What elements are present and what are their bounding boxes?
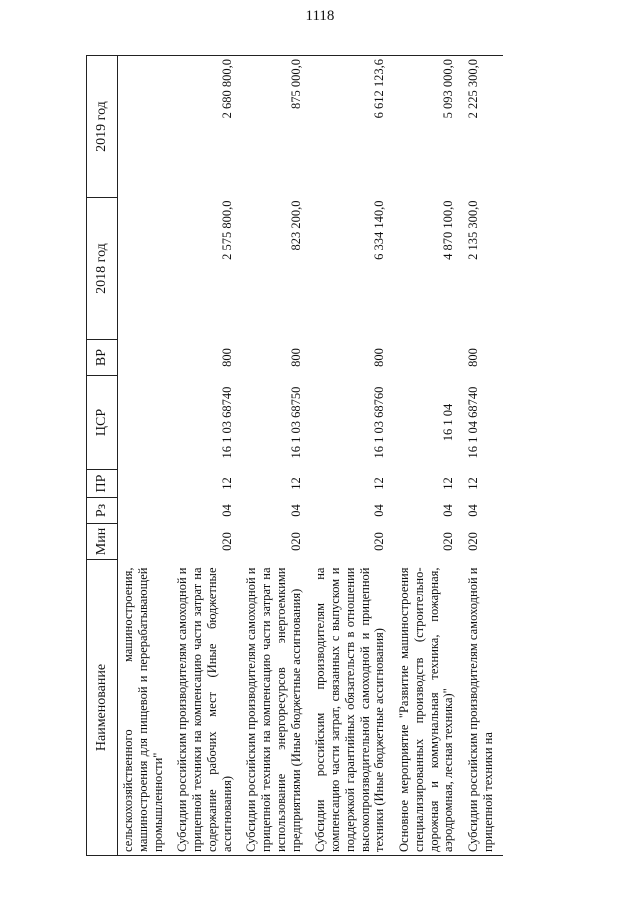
row-rz: 04	[372, 504, 387, 517]
table-row	[310, 56, 394, 856]
row-min: 020	[441, 532, 456, 551]
row-2019: 2 680 800,0	[172, 56, 241, 198]
row-min: 020	[288, 532, 303, 551]
header-csr: ЦСР	[87, 376, 118, 470]
row-2018: 823 200,0	[288, 200, 303, 251]
row-vr: 800	[219, 348, 234, 367]
row-2018: 6 334 140,0	[372, 200, 387, 260]
row-csr: 16 1 04 68740	[466, 386, 480, 459]
row-min	[118, 524, 173, 560]
row-2018: 2 135 300,0	[466, 200, 480, 260]
row-name: Субсидии российским производителям самоходной и прицепной техники на компенсацию части затрат на использование энергоресурсов энергоемкими предприятиями (Иные бюджетные ассигнования)	[241, 560, 310, 856]
row-csr: 16 1 04	[441, 403, 456, 442]
row-vr	[394, 340, 463, 376]
table-row	[241, 56, 310, 856]
row-vr: 800	[288, 348, 303, 367]
header-2018: 2018 год	[87, 198, 118, 340]
row-rz: 04	[288, 504, 303, 517]
table-row	[394, 56, 463, 856]
header-2019: 2019 год	[87, 56, 118, 198]
row-name: Субсидии российским производителям самоходной и прицепной техники на	[463, 560, 503, 856]
row-pr: 12	[219, 477, 234, 490]
row-pr: 12	[441, 477, 456, 490]
table-body	[118, 56, 503, 856]
header-name: Наименование	[87, 560, 118, 856]
row-pr	[118, 470, 173, 498]
row-vr	[118, 340, 173, 376]
budget-table	[86, 55, 503, 856]
row-rz: 04	[219, 504, 234, 517]
row-min: 020	[372, 532, 387, 551]
row-name: сельскохозяйственного машиностроения, машиностроения для пищевой и перерабатывающей промышленности"	[118, 560, 173, 856]
row-rz: 04	[441, 504, 456, 517]
row-pr: 12	[466, 477, 480, 490]
row-rz	[118, 498, 173, 524]
table-row	[463, 56, 503, 856]
header-pr: ПР	[87, 470, 118, 498]
row-name: Основное мероприятие "Развитие машиностроения специализированных производств (строительно-дорожная и коммунальная техника, пожарная, аэродромная, лесная техника)"	[394, 560, 463, 856]
header-min: Мин	[87, 524, 118, 560]
row-csr: 16 1 03 68740	[219, 386, 234, 459]
row-rz: 04	[466, 504, 480, 517]
row-min: 020	[219, 532, 234, 551]
row-name: Субсидии российским производителям самоходной и прицепной техники на компенсацию части затрат на содержание рабочих мест (Иные бюджетные ассигнования)	[172, 560, 241, 856]
row-vr: 800	[466, 348, 480, 367]
row-2018: 2 575 800,0	[219, 200, 234, 260]
row-2019: 875 000,0	[241, 56, 310, 198]
row-2018: 4 870 100,0	[441, 200, 456, 260]
table-row	[172, 56, 241, 856]
header-vr: ВР	[87, 340, 118, 376]
row-csr: 16 1 03 68760	[372, 386, 387, 459]
row-csr	[118, 376, 173, 470]
table-header	[87, 56, 118, 856]
rotated-table-container	[86, 56, 598, 856]
row-2019	[118, 56, 173, 198]
table-row	[118, 56, 173, 856]
row-2019: 6 612 123,6	[310, 56, 394, 198]
row-csr: 16 1 03 68750	[288, 386, 303, 459]
row-pr: 12	[288, 477, 303, 490]
row-2018	[118, 198, 173, 340]
rotated-page-content	[86, 56, 598, 856]
row-pr: 12	[372, 477, 387, 490]
row-min: 020	[466, 532, 480, 551]
row-name: Субсидии российским производителям на компенсацию части затрат, связанных с выпуском и поддержкой гарантийных обязательств в отношении высокопроизводительной самоходной и прицепной техники (Иные бюджетные ассигнования)	[310, 560, 394, 856]
page-number: 1118	[305, 8, 335, 24]
header-rz: Рз	[87, 498, 118, 524]
row-2019: 2 225 300,0	[463, 56, 503, 198]
row-vr: 800	[372, 348, 387, 367]
row-2019: 5 093 000,0	[394, 56, 463, 198]
